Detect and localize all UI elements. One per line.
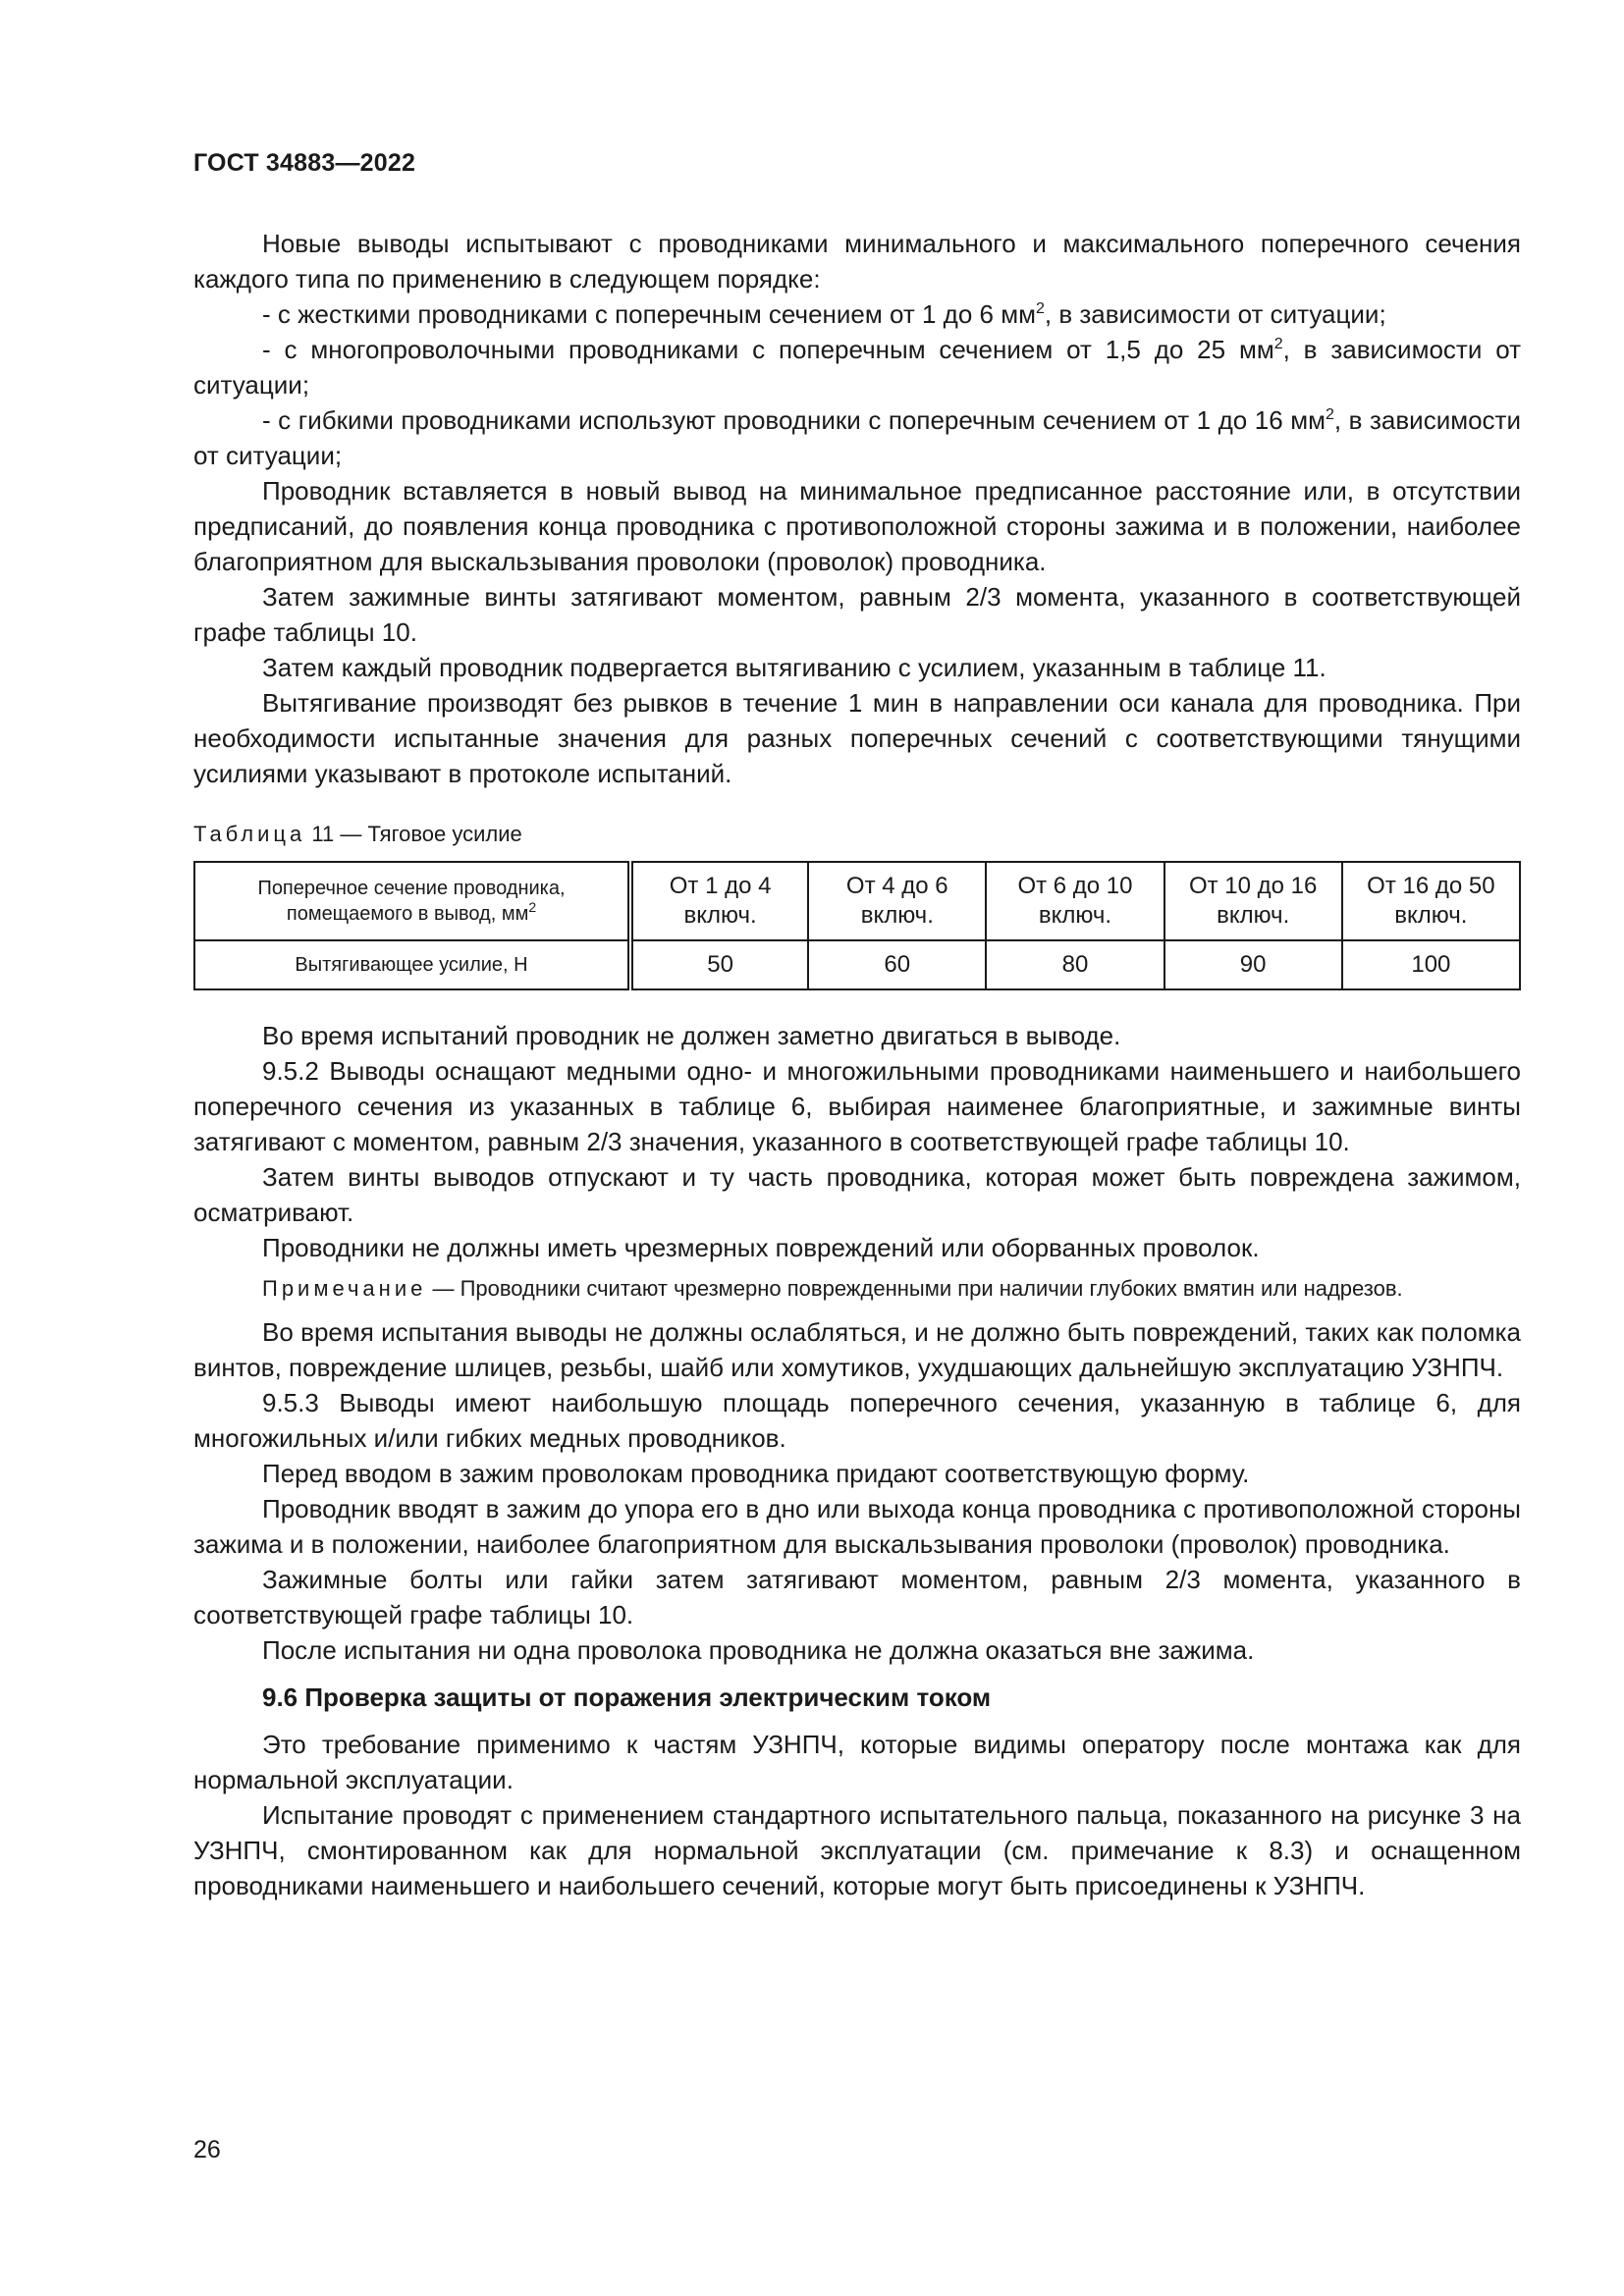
note — [193, 1273, 1521, 1305]
paragraph: Затем каждый проводник подвергается вытягиванию с усилием, указанным в таблице 11. — [262, 653, 1326, 682]
list-item-text: - с многопроволочными проводниками с поперечным сечением от 1,5 до 25 мм — [262, 335, 1274, 364]
table-cell: 50 — [630, 940, 808, 989]
table-cell: 100 — [1342, 940, 1520, 989]
table-cell: 80 — [986, 940, 1164, 989]
list-item-text: , в зависимости от ситуации; — [193, 405, 1521, 470]
list-item-text: , в зависимости от ситуации; — [193, 335, 1521, 400]
paragraph: Новые выводы испытывают с проводниками минимального и максимального поперечного сечения каждого типа по применению в следующем порядке: — [193, 229, 1521, 294]
paragraph: Проводники не должны иметь чрезмерных повреждений или оборванных проволок. — [262, 1233, 1260, 1262]
paragraph: Это требование применимо к частям УЗНПЧ, которые видимы оператору после монтажа как для нормальной эксплуатации. — [193, 1730, 1521, 1794]
table-caption-title: 11 — Тяговое усилие — [311, 822, 522, 846]
table-cell: 60 — [808, 940, 986, 989]
paragraph: После испытания ни одна проволока проводника не должна оказаться вне зажима. — [262, 1635, 1255, 1665]
row-header-text: Поперечное сечение проводника, помещаемого в вывод, мм — [257, 878, 566, 925]
note-label: Примечание — [262, 1276, 427, 1301]
table-caption-word: Таблица — [193, 822, 306, 846]
paragraph: Во время испытаний проводник не должен заметно двигаться в выводе. — [262, 1021, 1121, 1050]
traction-force-table — [193, 861, 1521, 990]
paragraph: Затем зажимные винты затягивают моментом, равным 2/3 момента, указанного в соответствующей графе таблицы 10. — [193, 582, 1521, 647]
section-heading: 9.6 Проверка защиты от поражения электрическим током — [262, 1682, 992, 1712]
table-caption — [193, 820, 522, 849]
paragraph: Испытание проводят с применением стандартного испытательного пальца, показанного на рисунке 3 на УЗНПЧ, смонтированном как для нормальной эксплуатации (см. примечание к 8.3) и оснащенном проводниками наименьшего и наибольшего сечений, которые могут быть присоединены к УЗНПЧ. — [193, 1800, 1521, 1900]
list-item — [193, 332, 1521, 402]
table-row — [194, 862, 1520, 940]
table-cell: От 16 до 50 включ. — [1342, 862, 1520, 940]
paragraph: Затем винты выводов отпускают и ту часть проводника, которая может быть повреждена зажимом, осматривают. — [193, 1162, 1521, 1227]
list-item — [193, 402, 1521, 473]
paragraph: 9.5.2 Выводы оснащают медными одно- и многожильными проводниками наименьшего и наибольшего поперечного сечения из указанных в таблице 6, выбирая наименее благоприятные, и зажимные винты затягивают с моментом, равным 2/3 значения, указанного в соответствующей графе таблицы 10. — [193, 1056, 1521, 1156]
text-block-before-table — [193, 226, 1521, 791]
table-cell: От 10 до 16 включ. — [1164, 862, 1342, 940]
document-header: ГОСТ 34883—2022 — [193, 149, 416, 177]
list-item — [193, 296, 1521, 332]
row-header — [194, 862, 630, 940]
paragraph: Перед вводом в зажим проволокам проводника придают соответствующую форму. — [262, 1459, 1250, 1488]
superscript: 2 — [528, 899, 537, 915]
list-item-text: - с гибкими проводниками используют проводники с поперечным сечением от 1 до 16 мм — [262, 405, 1326, 435]
note-text: — Проводники считают чрезмерно поврежденными при наличии глубоких вмятин или надрезов. — [426, 1276, 1403, 1301]
table-cell: От 6 до 10 включ. — [986, 862, 1164, 940]
table-cell: От 1 до 4 включ. — [630, 862, 808, 940]
table-row — [194, 940, 1520, 989]
paragraph: Проводник вводят в зажим до упора его в дно или выхода конца проводника с противоположной стороны зажима и в положении, наиболее благоприятном для выскальзывания проволоки (проволок) проводника. — [193, 1494, 1521, 1559]
paragraph: Проводник вставляется в новый вывод на минимальное предписанное расстояние или, в отсутствии предписаний, до появления конца проводника с противоположной стороны зажима и в положении, наиболее благоприятном для выскальзывания проволоки (проволок) проводника. — [193, 476, 1521, 576]
paragraph: Вытягивание производят без рывков в течение 1 мин в направлении оси канала для проводника. При необходимости испытанные значения для разных поперечных сечений с соответствующими тянущими усилиями указывают в протоколе испытаний. — [193, 688, 1521, 788]
superscript: 2 — [1273, 336, 1283, 352]
superscript: 2 — [1325, 406, 1334, 423]
paragraph: 9.5.3 Выводы имеют наибольшую площадь поперечного сечения, указанную в таблице 6, для многожильных и/или гибких медных проводников. — [193, 1388, 1521, 1453]
paragraph: Во время испытания выводы не должны ослабляться, и не должно быть повреждений, таких как поломка винтов, повреждение шлицев, резьбы, шайб или хомутиков, ухудшающих дальнейшую эксплуатацию УЗНПЧ. — [193, 1317, 1521, 1382]
text-block-after-table — [193, 1018, 1521, 1903]
list-item-text: - с жесткими проводниками с поперечным сечением от 1 до 6 мм — [262, 299, 1036, 329]
table-cell: От 4 до 6 включ. — [808, 862, 986, 940]
superscript: 2 — [1035, 300, 1045, 317]
page-number: 26 — [193, 2136, 221, 2163]
paragraph: Зажимные болты или гайки затем затягивают моментом, равным 2/3 момента, указанного в соответствующей графе таблицы 10. — [193, 1565, 1521, 1629]
table-cell: 90 — [1164, 940, 1342, 989]
list-item-text: , в зависимости от ситуации; — [1044, 299, 1386, 329]
row-header: Вытягивающее усилие, Н — [194, 940, 630, 989]
